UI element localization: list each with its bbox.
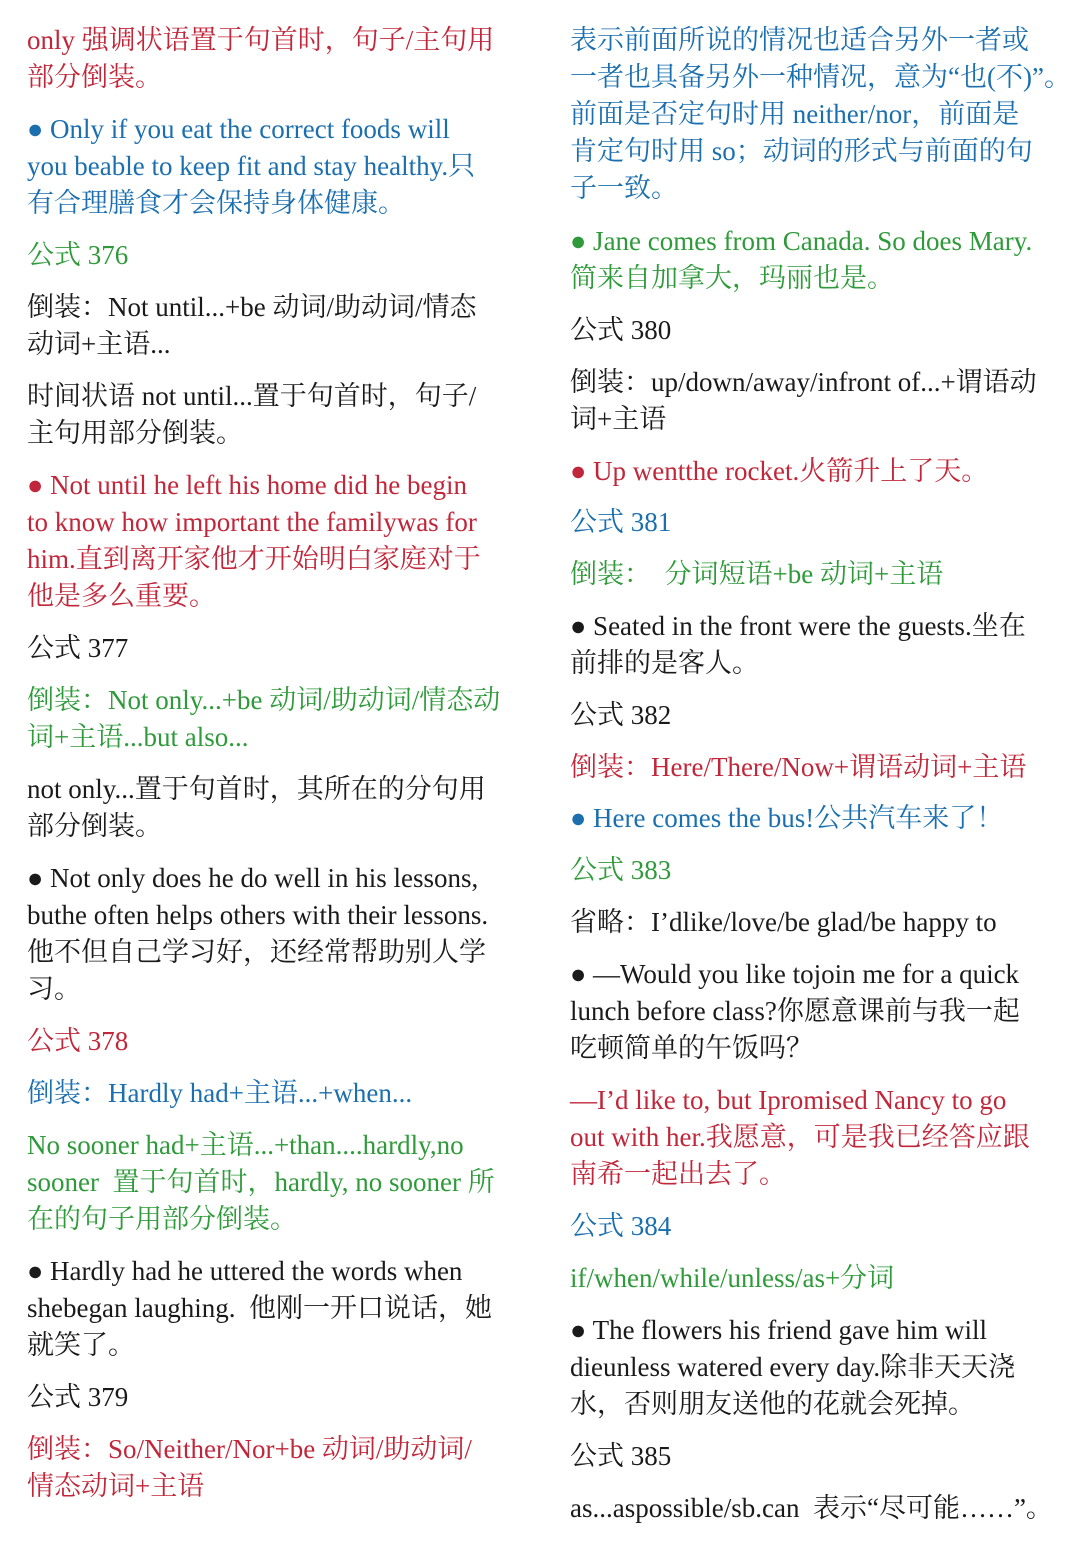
example-not-until: ● Not until he left his home did he begin to know how important the familywas for him.直到离开家他才开始明白家庭对于 他是多么重要。 xyxy=(27,470,481,611)
formula-376-note: 时间状语 not until...置于句首时，句子/ 主句用部分倒装。 xyxy=(27,381,477,448)
formula-383-heading: 公式 383 xyxy=(570,855,672,885)
formula-379-heading: 公式 379 xyxy=(27,1382,129,1412)
formula-382-heading: 公式 382 xyxy=(570,700,672,730)
example-so-does: ● Jane comes from Canada. So does Mary. 简来自加拿大，玛丽也是。 xyxy=(570,226,1033,293)
formula-382-pattern: 倒装：Here/There/Now+谓语动词+主语 xyxy=(570,752,1027,782)
formula-379-pattern: 倒装：So/Neither/Nor+be 动词/助动词/ 情态动词+主语 xyxy=(27,1434,472,1501)
formula-376-pattern: 倒装：Not until...+be 动词/助动词/情态 动词+主语... xyxy=(27,292,477,359)
formula-380-heading: 公式 380 xyxy=(570,315,672,345)
formula-384-pattern: if/when/while/unless/as+分词 xyxy=(570,1263,895,1293)
rule-note-only: only 强调状语置于句首时，句子/主句用 部分倒装。 xyxy=(27,25,495,92)
formula-377-note: not only...置于句首时，其所在的分句用 部分倒装。 xyxy=(27,774,486,841)
formula-384-heading: 公式 384 xyxy=(570,1211,672,1241)
example-would-you-like: ● —Would you like tojoin me for a quick lunch before class?你愿意课前与我一起 吃顿简单的午饭吗？ xyxy=(570,959,1020,1063)
example-not-only: ● Not only does he do well in his lessons, buthe often helps others with their lessons. 他不但自己学习好，还经常帮助别人学 习。 xyxy=(27,863,489,1004)
formula-379-note: 表示前面所说的情况也适合另外一者或 一者也具备另外一种情况，意为“也(不)”。 前面是否定句时用 neither/nor，前面是 肯定句时用 so；动词的形式与前面的句 子一致。 xyxy=(570,25,1071,203)
example-hardly: ● Hardly had he uttered the words when shebegan laughing. 他刚一开口说话，她 就笑了。 xyxy=(27,1256,492,1360)
formula-383-pattern: 省略：I’dlike/love/be glad/be happy to xyxy=(570,907,997,937)
example-here-comes: ● Here comes the bus!公共汽车来了！ xyxy=(570,803,1004,833)
formula-378-heading: 公式 378 xyxy=(27,1026,129,1056)
example-id-like-to: —I’d like to, but Ipromised Nancy to go out with her.我愿意，可是我已经答应跟 南希一起出去了。 xyxy=(570,1085,1030,1189)
formula-378-note: No sooner had+主语...+than....hardly,no sooner 置于句首时，hardly, no sooner 所 在的句子用部分倒装。 xyxy=(27,1130,495,1234)
formula-377-pattern: 倒装：Not only...+be 动词/助动词/情态动 词+主语...but also... xyxy=(27,685,501,752)
formula-381-heading: 公式 381 xyxy=(570,507,672,537)
formula-381-pattern: 倒装： 分词短语+be 动词+主语 xyxy=(570,559,944,589)
formula-377-heading: 公式 377 xyxy=(27,633,129,663)
example-flowers: ● The flowers his friend gave him will dieunless watered every day.除非天天浇 水，否则朋友送他的花就会死掉。 xyxy=(570,1315,1016,1419)
example-only-if: ● Only if you eat the correct foods will you beable to keep fit and stay healthy.只 有合理膳食才会保持身体健康。 xyxy=(27,114,476,218)
example-up-went: ● Up wentthe rocket.火箭升上了天。 xyxy=(570,456,989,486)
formula-380-pattern: 倒装：up/down/away/infront of...+谓语动 词+主语 xyxy=(570,367,1037,434)
example-seated: ● Seated in the front were the guests.坐在 前排的是客人。 xyxy=(570,611,1026,678)
formula-378-pattern: 倒装：Hardly had+主语...+when... xyxy=(27,1078,413,1108)
formula-385-pattern: as...aspossible/sb.can 表示“尽可能……”。 xyxy=(570,1493,1053,1523)
formula-376-heading: 公式 376 xyxy=(27,240,129,270)
formula-385-heading: 公式 385 xyxy=(570,1441,672,1471)
